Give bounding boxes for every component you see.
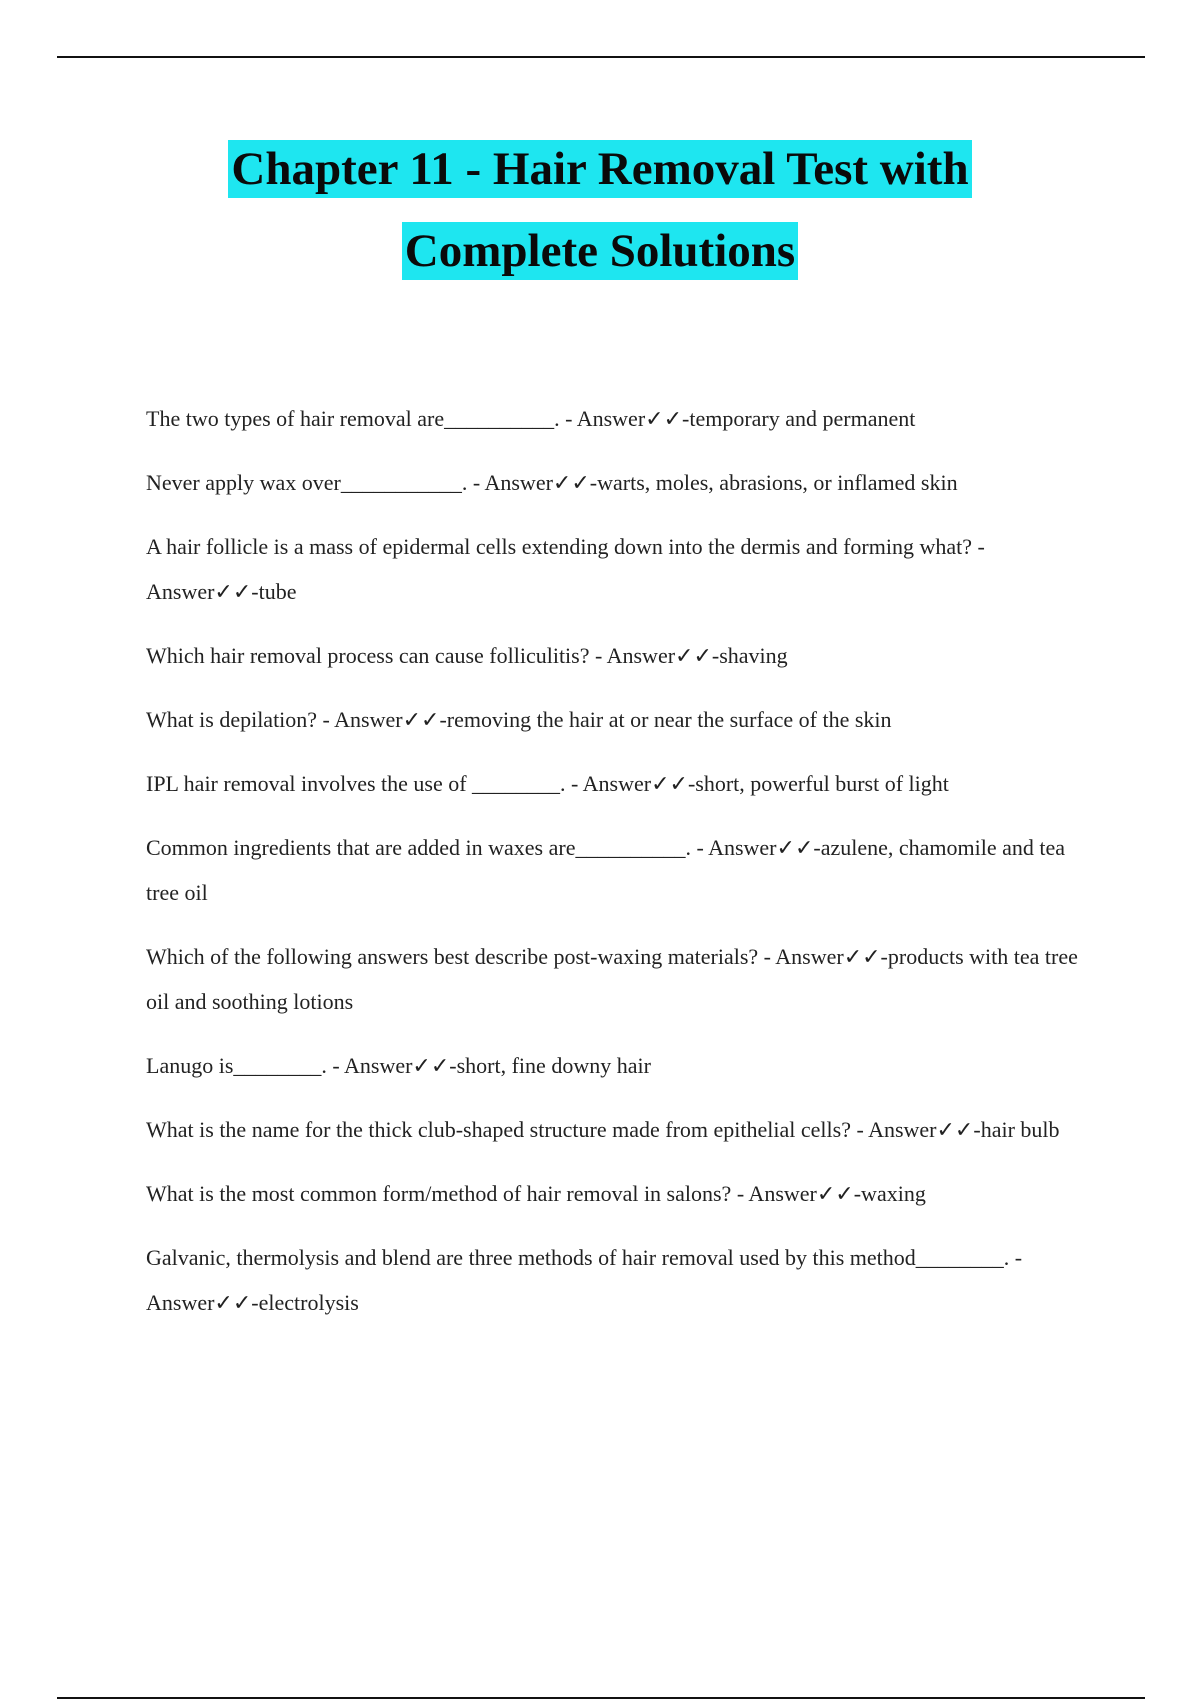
qa-item: IPL hair removal involves the use of ________. - Answer✓✓-short, powerful burst of light [146, 771, 949, 796]
title-line-1: Chapter 11 - Hair Removal Test with [228, 140, 971, 198]
bottom-rule [57, 1697, 1145, 1699]
qa-item: What is depilation? - Answer✓✓-removing the hair at or near the surface of the skin [146, 707, 892, 732]
document-title [0, 140, 1200, 280]
title-line-2: Complete Solutions [402, 222, 798, 280]
qa-item: What is the most common form/method of hair removal in salons? - Answer✓✓-waxing [146, 1181, 926, 1206]
question-answer-list [146, 396, 1086, 1344]
qa-item: What is the name for the thick club-shaped structure made from epithelial cells? - Answer✓✓-hair bulb [146, 1117, 1060, 1142]
qa-item: Which hair removal process can cause folliculitis? - Answer✓✓-shaving [146, 643, 788, 668]
qa-item: Which of the following answers best describe post-waxing materials? - Answer✓✓-products with tea tree oil and soothing lotions [146, 944, 1078, 1014]
top-rule [57, 56, 1145, 58]
qa-item: The two types of hair removal are__________. - Answer✓✓-temporary and permanent [146, 406, 916, 431]
qa-item: Common ingredients that are added in waxes are__________. - Answer✓✓-azulene, chamomile and tea tree oil [146, 835, 1066, 905]
qa-item: Galvanic, thermolysis and blend are three methods of hair removal used by this method________. - Answer✓✓-electrolysis [146, 1245, 1023, 1315]
qa-item: A hair follicle is a mass of epidermal cells extending down into the dermis and forming what? - Answer✓✓-tube [146, 534, 985, 604]
qa-item: Never apply wax over___________. - Answer✓✓-warts, moles, abrasions, or inflamed skin [146, 470, 958, 495]
qa-item: Lanugo is________. - Answer✓✓-short, fine downy hair [146, 1053, 651, 1078]
